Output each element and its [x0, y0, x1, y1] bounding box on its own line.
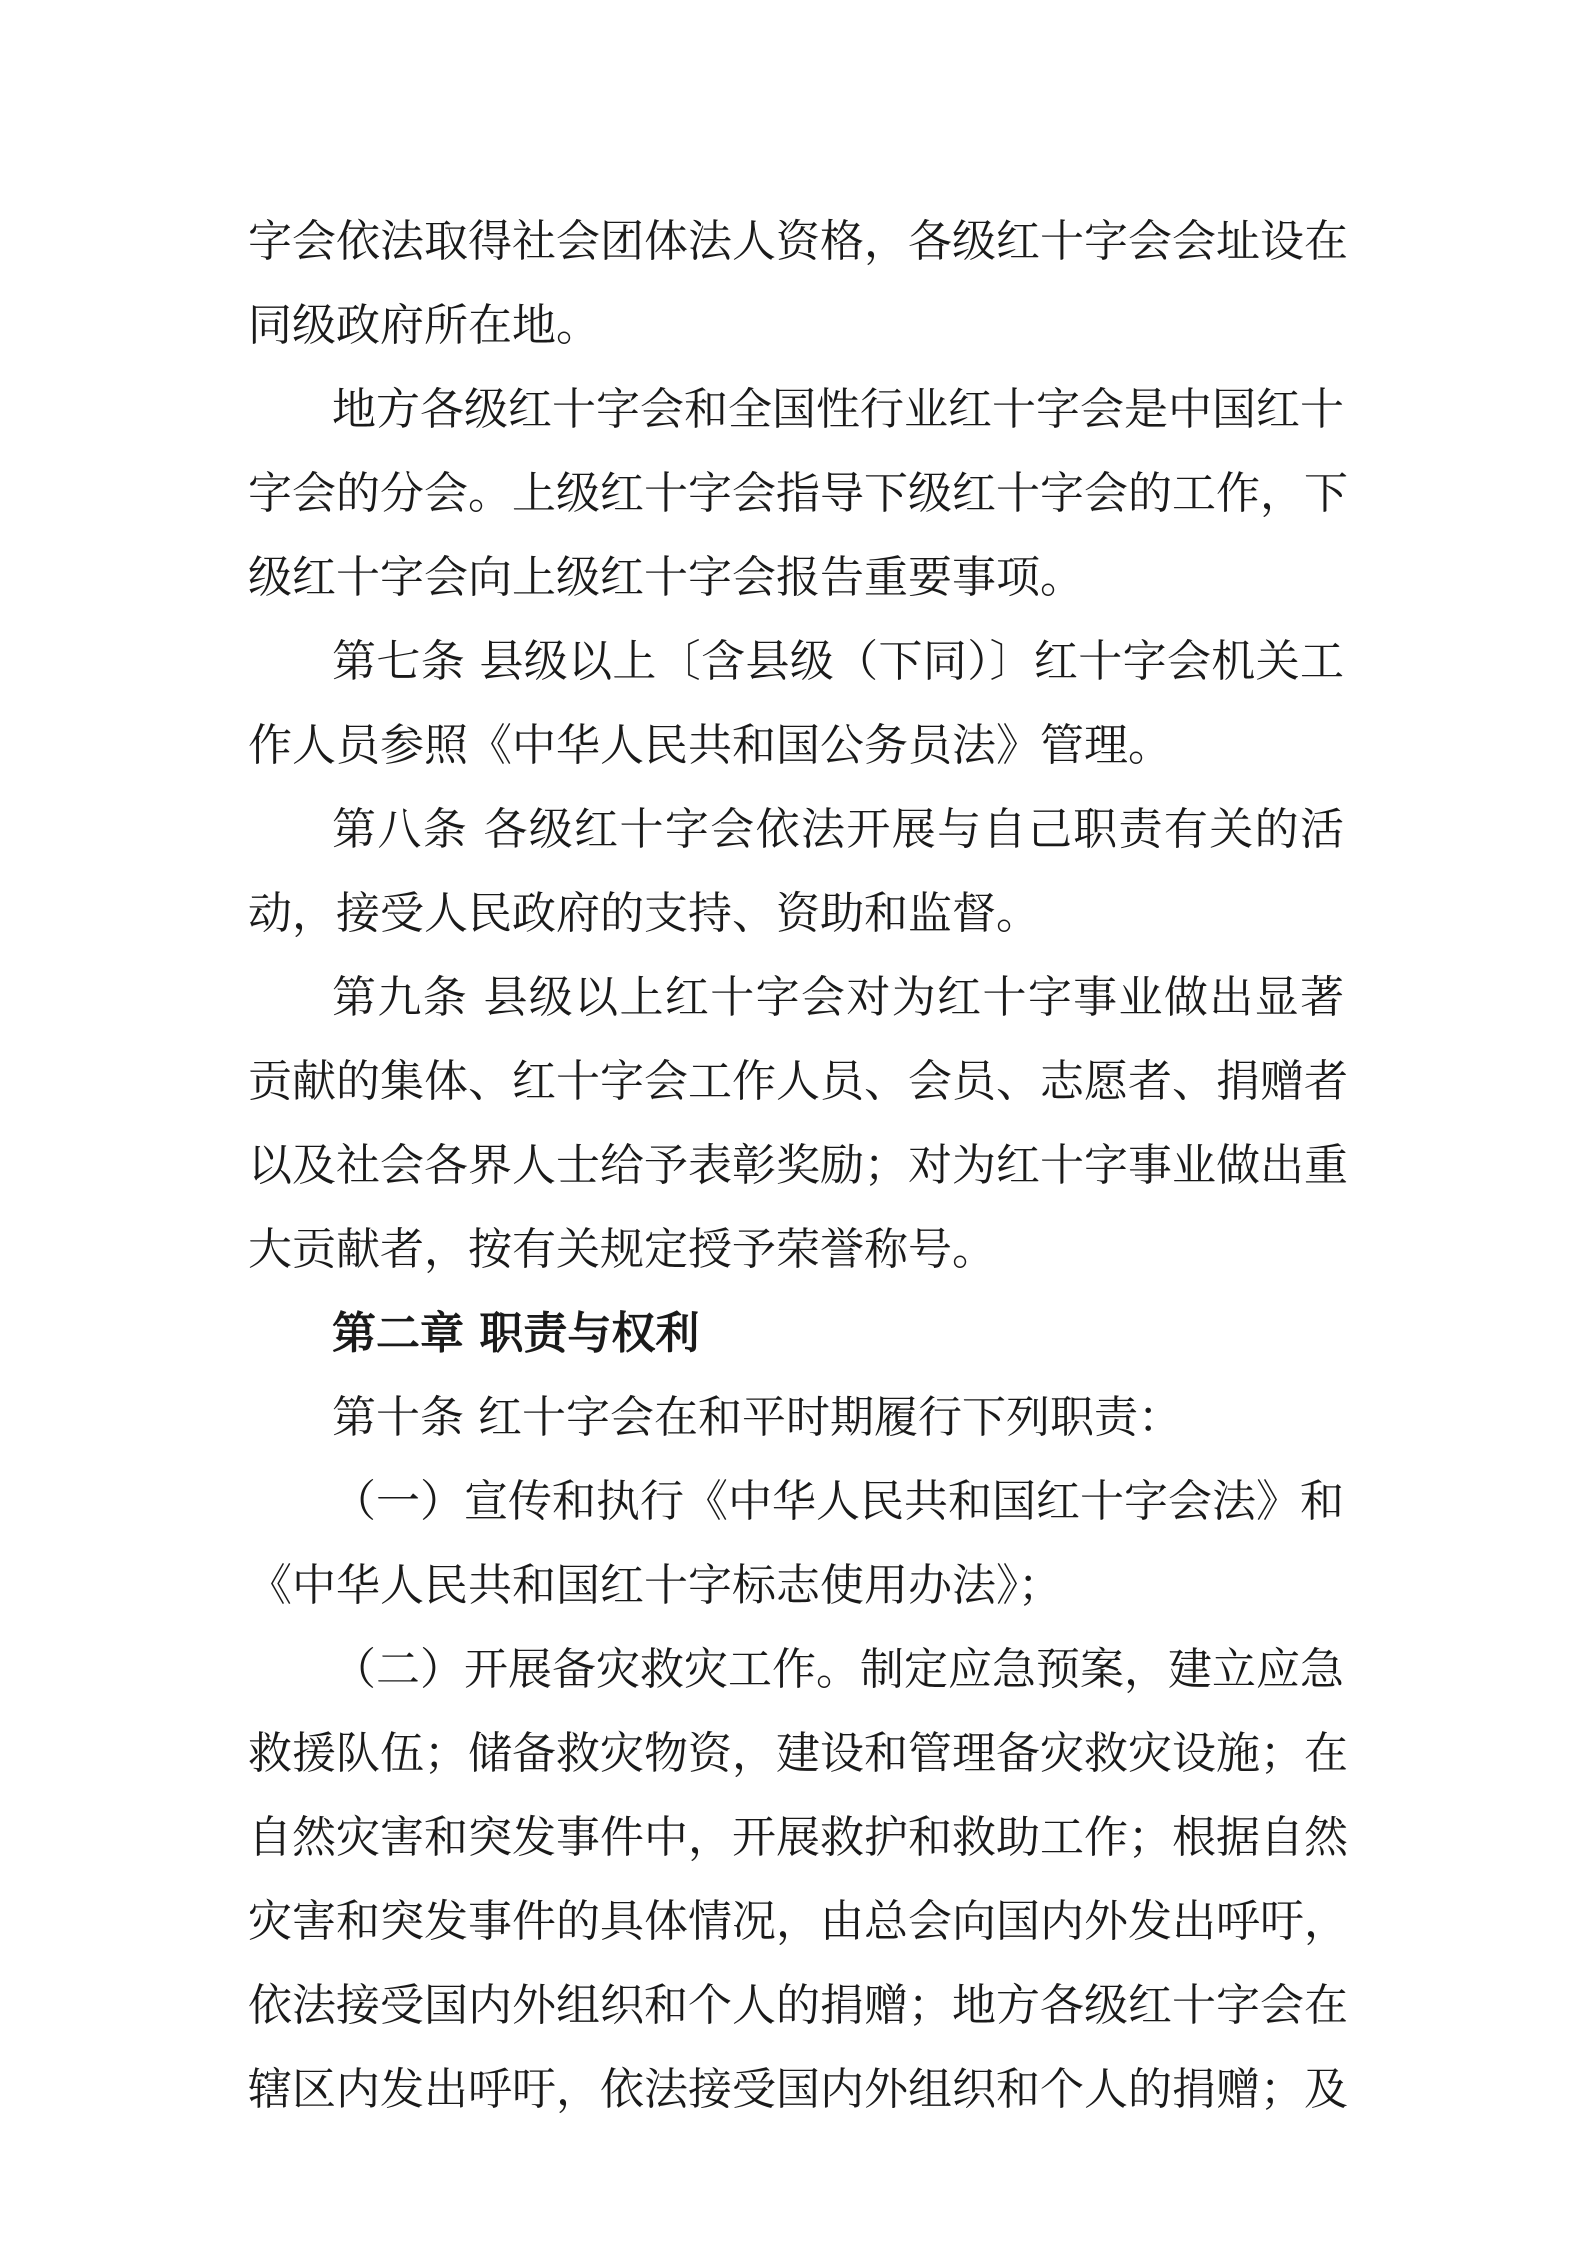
- paragraph-line: 依法接受国内外组织和个人的捐赠；地方各级红十字会在: [248, 1980, 1348, 2031]
- paragraph-line: 动，接受人民政府的支持、资助和监督。: [248, 888, 1040, 939]
- article-7-line: 第七条 县级以上〔含县级（下同）〕红十字会机关工: [332, 636, 1344, 687]
- article-9-line: 第九条 县级以上红十字会对为红十字事业做出显著: [332, 972, 1344, 1023]
- article-8-line: 第八条 各级红十字会依法开展与自己职责有关的活: [332, 804, 1344, 855]
- paragraph-line: 灾害和突发事件的具体情况，由总会向国内外发出呼吁，: [248, 1896, 1348, 1947]
- paragraph-line: 地方各级红十字会和全国性行业红十字会是中国红十: [332, 384, 1344, 435]
- paragraph-line: 以及社会各界人士给予表彰奖励；对为红十字事业做出重: [248, 1140, 1348, 1191]
- article-10-line: 第十条 红十字会在和平时期履行下列职责：: [332, 1392, 1182, 1443]
- paragraph-line: 同级政府所在地。: [248, 300, 600, 351]
- paragraph-line: 字会依法取得社会团体法人资格，各级红十字会会址设在: [248, 216, 1348, 267]
- paragraph-line: 大贡献者，按有关规定授予荣誉称号。: [248, 1224, 996, 1275]
- list-item-line: （一）宣传和执行《中华人民共和国红十字会法》和: [332, 1476, 1344, 1527]
- paragraph-line: 辖区内发出呼吁，依法接受国内外组织和个人的捐赠；及: [248, 2064, 1348, 2115]
- paragraph-line: 贡献的集体、红十字会工作人员、会员、志愿者、捐赠者: [248, 1056, 1348, 1107]
- paragraph-line: 自然灾害和突发事件中，开展救护和救助工作；根据自然: [248, 1812, 1348, 1863]
- document-body: [248, 200, 1348, 2132]
- paragraph-line: 级红十字会向上级红十字会报告重要事项。: [248, 552, 1084, 603]
- paragraph-line: 作人员参照《中华人民共和国公务员法》管理。: [248, 720, 1172, 771]
- list-item-line: （二）开展备灾救灾工作。制定应急预案，建立应急: [332, 1644, 1344, 1695]
- paragraph-line: 《中华人民共和国红十字标志使用办法》；: [248, 1560, 1062, 1611]
- paragraph-line: 救援队伍；储备救灾物资，建设和管理备灾救灾设施；在: [248, 1728, 1348, 1779]
- paragraph-line: 字会的分会。上级红十字会指导下级红十字会的工作，下: [248, 468, 1348, 519]
- chapter-heading: 第二章 职责与权利: [332, 1308, 700, 1359]
